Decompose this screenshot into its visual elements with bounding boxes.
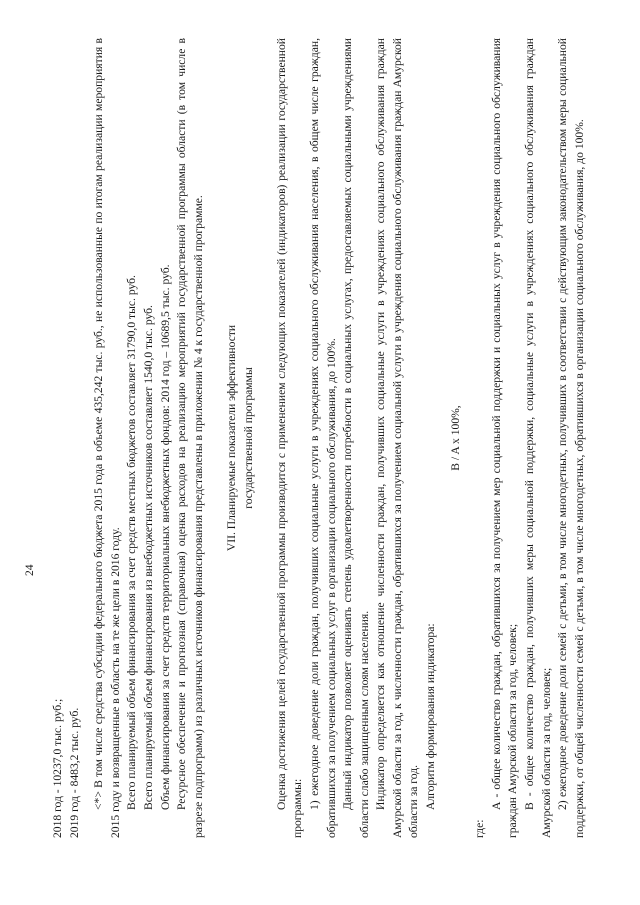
rotated-content [23,38,590,838]
definition: А - общее количество граждан, обратившихся за получением мер социальной поддержки и социальных услуг в учреждения социального обслуживания граждан Амурской области за год, человек; [489,38,520,838]
where-label: где: [473,819,487,838]
body-paragraph: Индикатор определяется как отношение численности граждан, получивших социальные услуги в учреждениях социального обслуживания граждан Амурской области за год, к численности граждан, обратившихся за получением социальной услуги в учреждения социального обслуживания граждан Амурской области за год. [374,38,421,838]
section-heading-sub: государственной программы [241,367,255,509]
definition: В - общее количество граждан, получивших меры социальной поддержки, социальные услуги в учреждениях социального обслуживания граждан Амурской области за год, человек; [523,38,553,838]
footnote: <*> В том числе средства субсидии федерального бюджета 2015 года в объеме 435,242 тыс. руб., не использованные по итогам реализации мероприятия в 2015 году и возвращенные в область на те же цели в 2016 году. [92,38,122,838]
financing-line: Ресурсное обеспечение и прогнозная (справочная) оценка расходов на реализацию мероприятий государственной программы области (в том числе в разрезе подпрограмм) из различных источников финансирования представлены в приложении № 4 к государственной программе. [175,38,205,838]
financing-line: Объем финансирования за счет средств территориальных внебюджетных фондов: 2014 год – 10689,5 тыс. руб. [158,264,172,810]
body-paragraph: 1) ежегодное доведение доли граждан, получивших социальные услуги в учреждениях социального обслуживания населения, в общем числе граждан, обратившихся за получением социальных услуг в организации социального обслуживания, до 100%. [307,38,338,838]
formula: B / A x 100%, [448,405,462,471]
financing-line: Всего планируемый объем финансирования из внебюджетных источников составляет 1540,0 тыс. руб. [141,305,155,810]
body-paragraph: Данный индикатор позволяет оценивать степень удовлетворенности потребности в социальных услугах, предоставляемых социальными учреждениями области слабо защищенным слоям населения. [341,38,371,838]
year-line: 2018 год - 10237,0 тыс. руб.; [51,698,64,838]
definition: 2) ежегодное доведение доли семей с детьми, в том числе многодетных, получивших в соответствии с действующим законодательством меры социальной поддержки, от общей численности семей с детьми, в том числе многодетных, обратившихся в организации социального обслуживания, до 100%. [556,38,586,838]
page-number: 24 [23,564,36,576]
body-paragraph: Оценка достижения целей государственной программы производится с применением следующих показателей (индикаторов) реализации государственной программы: [274,38,305,838]
year-line: 2019 год - 8483,2 тыс. руб. [67,707,81,838]
financing-line: Всего планируемый объем финансирования за счет средств местных бюджетов составляет 31790,0 тыс. руб. [125,275,139,810]
body-paragraph: Алгоритм формирования индикатора: [424,623,438,810]
section-heading: VII. Планируемые показатели эффективности [224,324,238,552]
